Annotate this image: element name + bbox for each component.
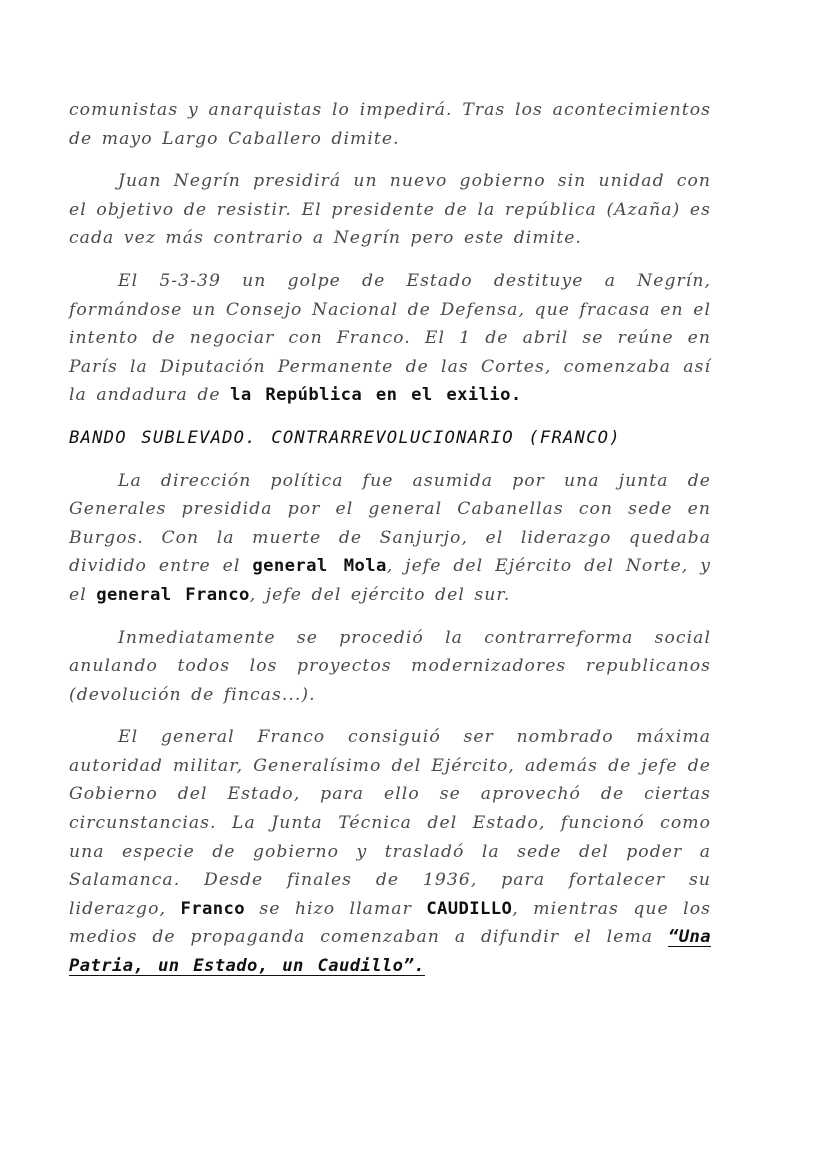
paragraph-text: La dirección política fue asumida por una junta de Generales presidida por el general Cabanellas con sede en Burgos. Con la muerte de Sanjurjo, el liderazgo quedaba dividido entre el: [69, 470, 711, 577]
paragraph-franco-caudillo: [69, 723, 711, 980]
paragraph-text: El general Franco consiguió ser nombrado máxima autoridad militar, Generalísimo del Ejército, además de jefe de Gobierno del Estado, para ello se aprovechó de ciertas circunstancias. La Junta Técnica del Estado, funcionó como una especie de gobierno y trasladó la sede del poder a Salamanca. Desde finales de 1936, para fortalecer su liderazgo,: [69, 727, 711, 919]
section-heading: BANDO SUBLEVADO. CONTRARREVOLUCIONARIO (FRANCO): [69, 427, 621, 448]
bold-caudillo: CAUDILLO: [426, 898, 513, 919]
paragraph-text: , jefe del Ejército del Norte, y el: [69, 556, 711, 605]
paragraph-largo-caballero: [69, 96, 711, 153]
bold-general-mola: general Mola: [252, 556, 387, 577]
paragraph-contrarreforma: [69, 624, 711, 710]
paragraph-direccion-politica: [69, 467, 711, 610]
bold-republica-exilio: la República en el exilio.: [230, 385, 522, 406]
paragraph-text: Inmediatamente se procedió la contrarreforma social anulando todos los proyectos modernizadores republicanos (devolución de fincas...).: [69, 627, 711, 705]
paragraph-text: se hizo llamar: [244, 898, 427, 919]
underlined-motto: “Una Patria, un Estado, un Caudillo”.: [69, 927, 711, 977]
paragraph-negrin-gobierno: [69, 167, 711, 253]
bold-franco: Franco: [180, 898, 245, 919]
paragraph-golpe-estado: [69, 267, 711, 410]
document-page: [69, 96, 711, 995]
paragraph-text: Juan Negrín presidirá un nuevo gobierno sin unidad con el objetivo de resistir. El presidente de la república (Azaña) es cada vez más contrario a Negrín pero este dimite.: [69, 171, 711, 249]
paragraph-text: , jefe del ejército del sur.: [249, 584, 511, 605]
paragraph-text: , mientras que los medios de propaganda comenzaban a difundir el lema: [69, 898, 711, 948]
bold-general-franco: general Franco: [96, 584, 250, 605]
paragraph-text: comunistas y anarquistas lo impedirá. Tras los acontecimientos de mayo Largo Caballero dimite.: [69, 100, 711, 149]
paragraph-text: El 5-3-39 un golpe de Estado destituye a Negrín, formándose un Consejo Nacional de Defensa, que fracasa en el intento de negociar con Franco. El 1 de abril se reúne en París la Diputación Permanente de las Cortes, comenzaba así la andadura de: [69, 270, 711, 406]
